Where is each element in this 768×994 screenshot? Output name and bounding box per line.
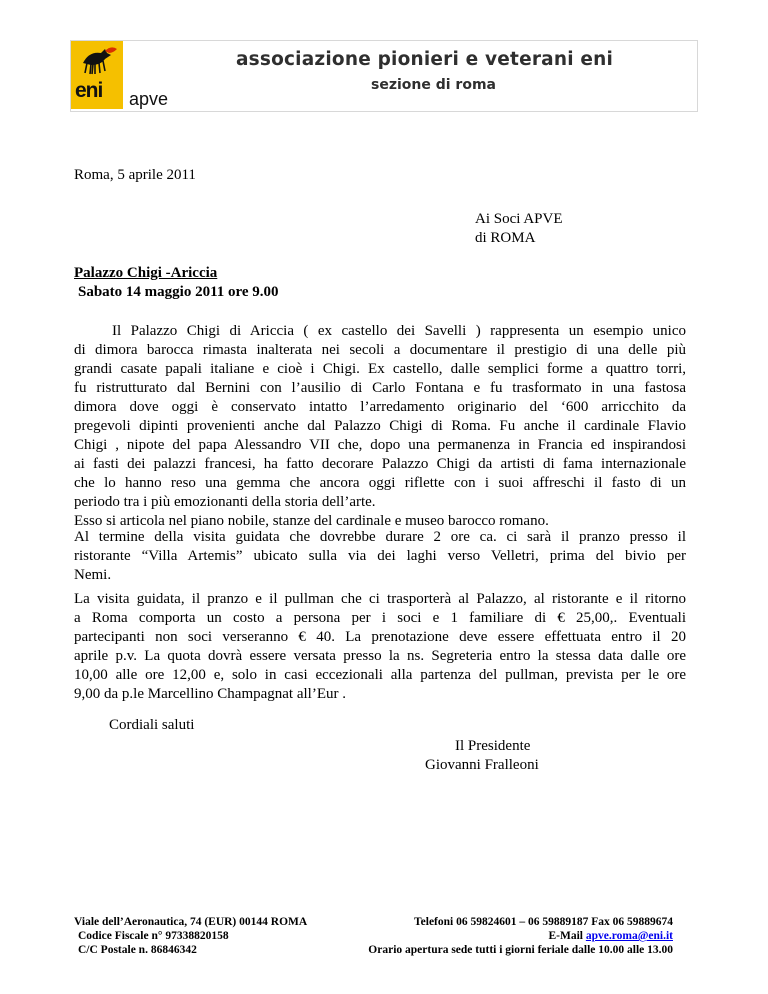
- letterhead: [70, 40, 698, 112]
- footer-opening-hours: Orario apertura sede tutti i giorni feriale dalle 10.00 alle 13.00: [368, 944, 673, 956]
- paragraph-line: pregevoli dipinti provenienti anche dal Palazzo Chigi di Roma. Fu anche il cardinale Flavio: [74, 418, 686, 434]
- paragraph-line: fu ristrutturato dal Bernini con l’ausilio di Carlo Fontana e fu trasformato in una fastosa: [74, 380, 686, 396]
- paragraph-costs: [74, 590, 686, 704]
- email-link[interactable]: apve.roma@eni.it: [585, 930, 673, 942]
- subject-date: Sabato 14 maggio 2011 ore 9.00: [78, 284, 279, 300]
- paragraph-line: periodo tra i più emozionanti della storia dell’arte.: [74, 494, 376, 510]
- logo-text: eni: [75, 79, 103, 102]
- logo-subtext: apve: [129, 89, 169, 109]
- eni-logo: [71, 41, 123, 109]
- paragraph-line: partecipanti non soci verseranno € 40. La prenotazione deve essere effettuata entro il 20: [74, 629, 686, 645]
- paragraph-line: Chigi , nipote del papa Alessandro VII che, dopo una permanenza in Francia ed inspirandosi: [74, 437, 686, 453]
- footer-email: [548, 929, 673, 943]
- footer-email-label: E-Mail: [548, 930, 586, 942]
- organization-subtitle: sezione di roma: [371, 77, 496, 93]
- subject-title: Palazzo Chigi -Ariccia: [74, 265, 218, 281]
- recipient-line-2: di ROMA: [475, 230, 536, 246]
- paragraph-history: [74, 322, 686, 531]
- paragraph-line: ristorante “Villa Artemis” ubicato sulla via dei laghi verso Velletri, prima del bivio per: [74, 548, 686, 564]
- paragraph-line: 10,00 alle ore 12,00 e, solo in casi eccezionali alla partenza del pullman, prevista per le ore: [74, 667, 686, 683]
- footer-address: Viale dell’Aeronautica, 74 (EUR) 00144 ROMA: [74, 916, 308, 928]
- footer-phones: Telefoni 06 59824601 – 06 59889187 Fax 06 59889674: [414, 916, 673, 928]
- paragraph-line: che lo hanno reso una gemma che ancora oggi riflette con i suoi affreschi il fasto di un: [74, 475, 686, 491]
- footer-tax-code: Codice Fiscale n° 97338820158: [78, 930, 229, 942]
- paragraph-line: Esso si articola nel piano nobile, stanze del cardinale e museo barocco romano.: [74, 513, 549, 529]
- paragraph-line: Al termine della visita guidata che dovrebbe durare 2 ore ca. ci sarà il pranzo presso il: [74, 529, 686, 545]
- paragraph-line: 9,00 da p.le Marcellino Champagnat all’Eur .: [74, 686, 346, 702]
- paragraph-line: a Roma comporta un costo a persona per i soci e 1 familiare di € 25,00,. Eventuali: [74, 610, 686, 626]
- paragraph-line: ai fasti dei palazzi francesi, ha fatto decorare Palazzo Chigi da artisti di fama internazionale: [74, 456, 686, 472]
- six-legged-dog-icon: [71, 43, 123, 79]
- organization-title: associazione pionieri e veterani eni: [236, 49, 614, 70]
- paragraph-line: aprile p.v. La quota dovrà essere versata presso la ns. Segreteria entro la stessa data dalle ore: [74, 648, 686, 664]
- paragraph-lunch: [74, 528, 686, 585]
- signature-role: Il Presidente: [455, 738, 531, 754]
- closing-greeting: Cordiali saluti: [109, 717, 195, 733]
- paragraph-line: dimora dove oggi è conservato intatto l’arredamento originario del ‘600 arricchito da: [74, 399, 686, 415]
- paragraph-line: Il Palazzo Chigi di Ariccia ( ex castello dei Savelli ) rappresenta un esempio unico: [112, 323, 686, 339]
- paragraph-line: grandi casate papali italiane e cioè i Chigi. Ex castello, dalle semplici forme a quattro torri,: [74, 361, 686, 377]
- date-line: Roma, 5 aprile 2011: [74, 167, 196, 183]
- footer-postal-account: C/C Postale n. 86846342: [78, 944, 197, 956]
- paragraph-line: La visita guidata, il pranzo e il pullman che ci trasporterà al Palazzo, al ristorante e il ritorno: [74, 591, 686, 607]
- paragraph-line: Nemi.: [74, 567, 112, 583]
- signature-name: Giovanni Fralleoni: [425, 757, 539, 773]
- recipient-line-1: Ai Soci APVE: [475, 211, 563, 227]
- paragraph-line: di dimora barocca rimasta inalterata nei secoli a documentare il prestigio di una delle più: [74, 342, 686, 358]
